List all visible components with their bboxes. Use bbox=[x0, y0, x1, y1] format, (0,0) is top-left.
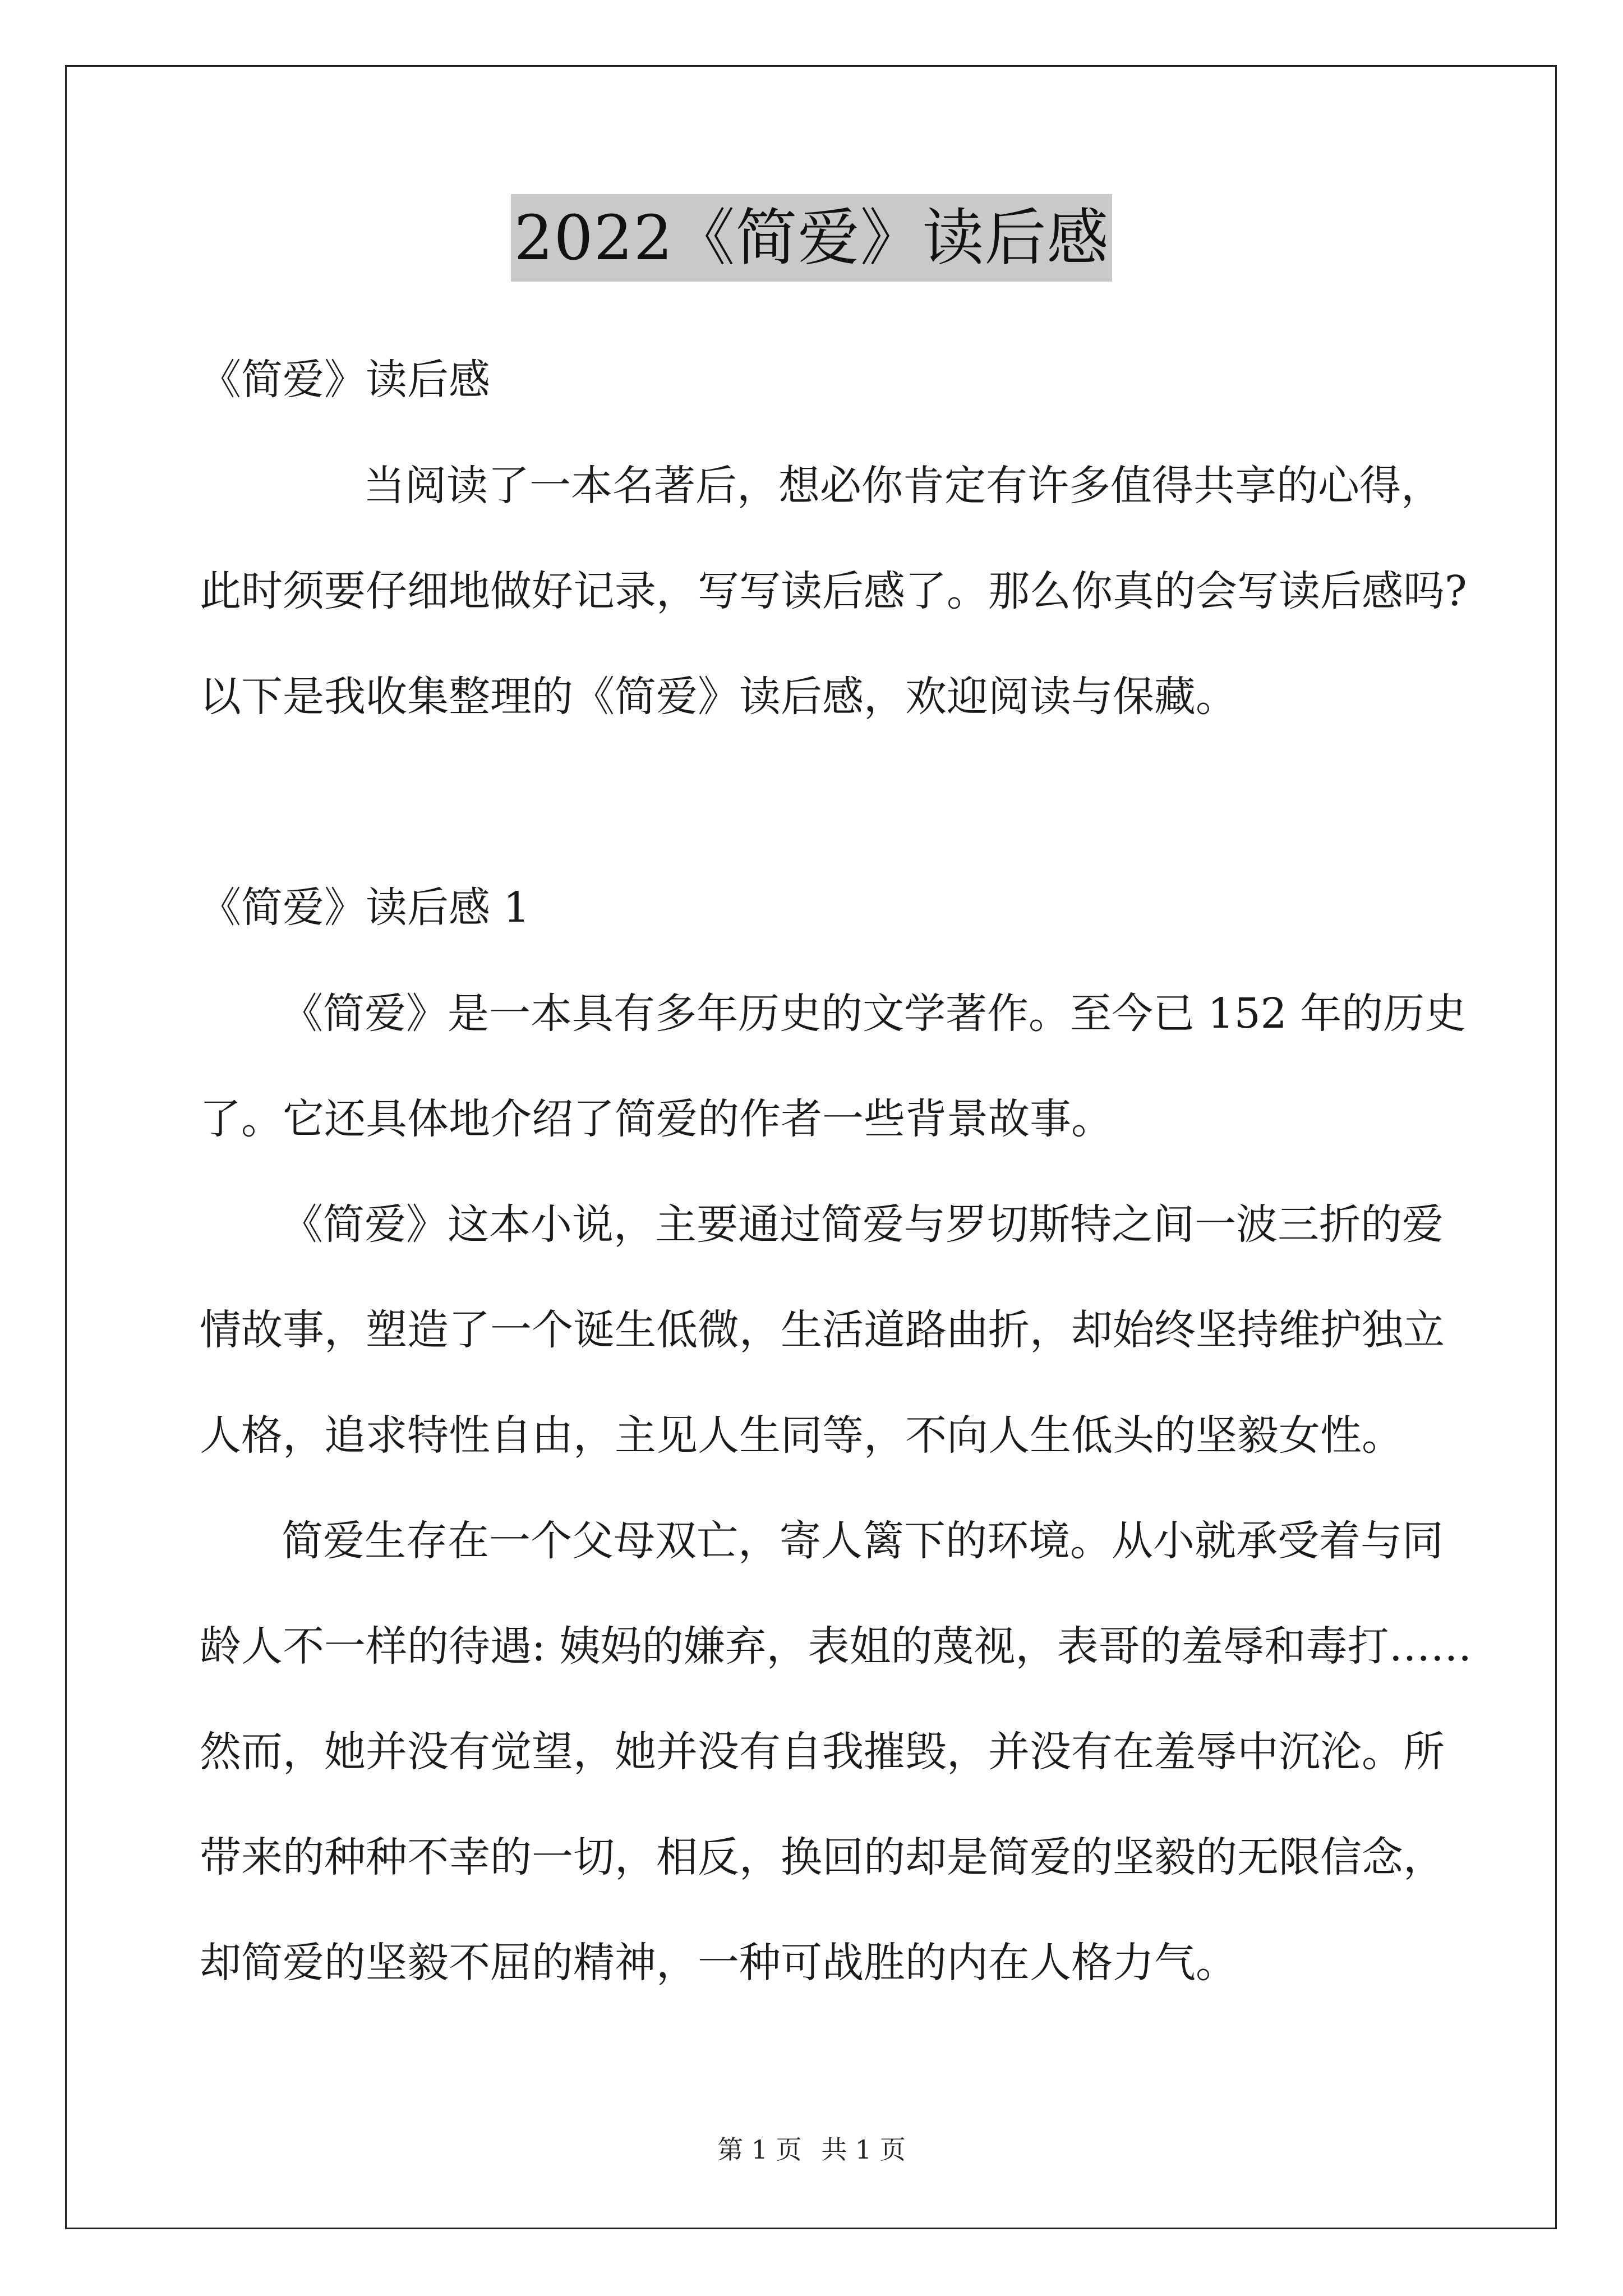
intro-line-2: 此时须要仔细地做好记录，写写读后感了。那么你真的会写读后感吗? bbox=[200, 567, 1467, 615]
body-line-6: 简爱生存在一个父母双亡，寄人篱下的环境。从小就承受着与同 bbox=[282, 1517, 1444, 1565]
body-line-5: 人格，追求特性自由，主见人生同等，不向人生低头的坚毅女性。 bbox=[200, 1411, 1403, 1460]
document-title: 2022《简爱》读后感 bbox=[511, 194, 1113, 282]
body-line-1: 《简爱》是一本具有多年历史的文学著作。至今已 152 年的历史 bbox=[282, 990, 1467, 1038]
page-total: 共 1 页 bbox=[821, 2134, 906, 2165]
page-number: 第 1 页 bbox=[717, 2134, 802, 2165]
body-line-3: 《简爱》这本小说，主要通过简爱与罗切斯特之间一波三折的爱 bbox=[282, 1200, 1444, 1249]
body-line-8: 然而，她并没有觉望，她并没有自我摧毁，并没有在羞辱中沉沦。所 bbox=[200, 1728, 1445, 1776]
body-line-4: 情故事，塑造了一个诞生低微，生活道路曲折，却始终坚持维护独立 bbox=[200, 1306, 1445, 1354]
title-container bbox=[0, 194, 1623, 282]
section-heading: 《简爱》读后感 1 bbox=[200, 884, 530, 932]
body-line-9: 带来的种种不幸的一切，相反，换回的却是简爱的坚毅的无限信念， bbox=[200, 1833, 1445, 1881]
body-line-2: 了。它还具体地介绍了简爱的作者一些背景故事。 bbox=[200, 1095, 1113, 1143]
body-line-7: 龄人不一样的待遇: 姨妈的嫌弃，表姐的蔑视，表哥的羞辱和毒打…… bbox=[200, 1622, 1472, 1671]
subtitle: 《简爱》读后感 bbox=[200, 356, 490, 404]
intro-line-1: 当阅读了一本名著后，想必你肯定有许多值得共享的心得， bbox=[363, 462, 1442, 510]
intro-line-3: 以下是我收集整理的《简爱》读后感，欢迎阅读与保藏。 bbox=[200, 673, 1237, 721]
page-footer bbox=[0, 2133, 1623, 2166]
body-line-10: 却简爱的坚毅不屈的精神，一种可战胜的内在人格力气。 bbox=[200, 1939, 1237, 1987]
